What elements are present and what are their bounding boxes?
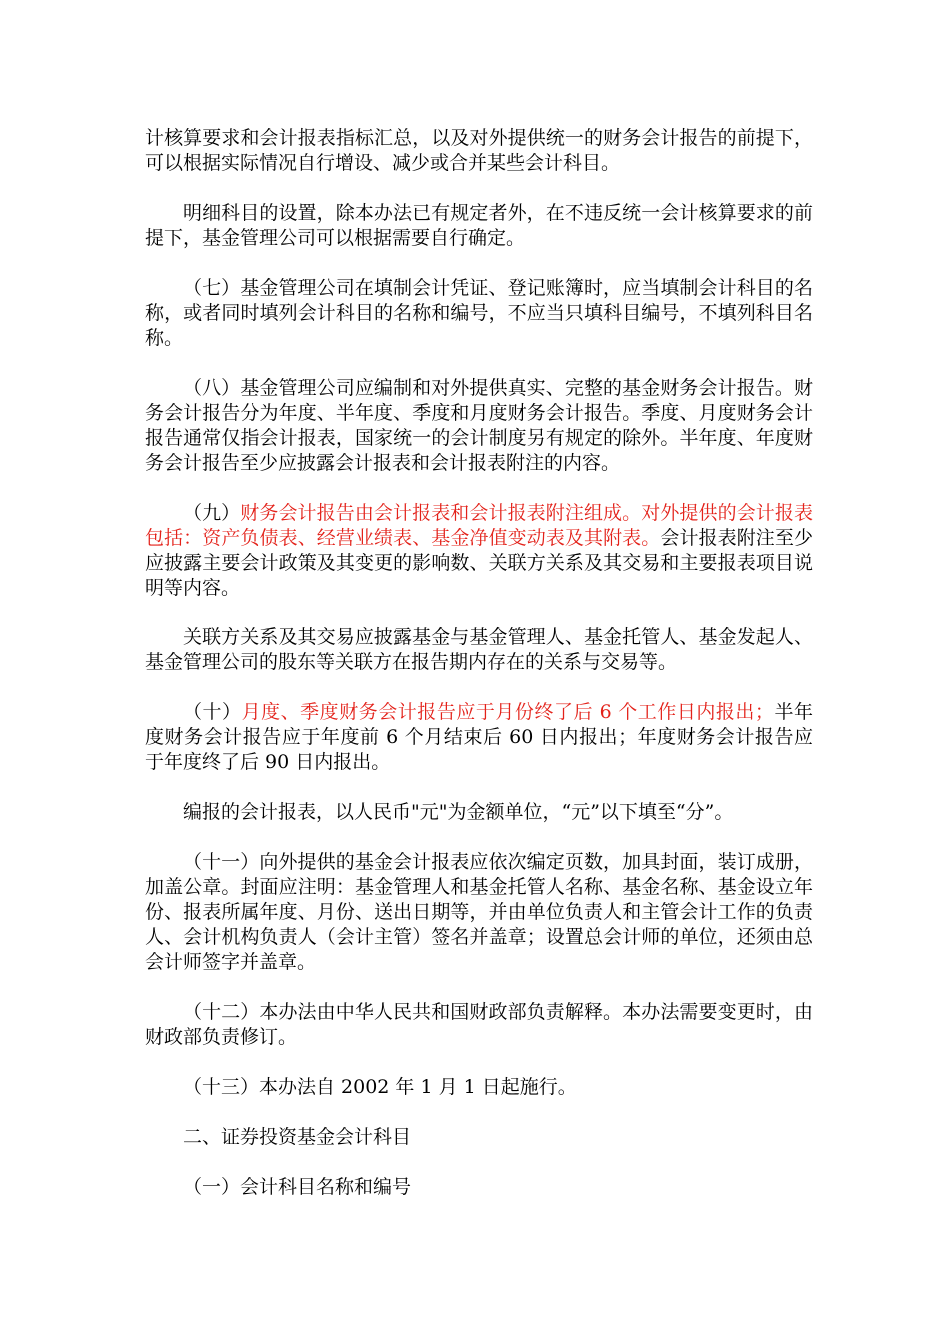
paragraph-item-12: （十二）本办法由中华人民共和国财政部负责解释。本办法需要变更时，由财政部负责修订。 — [145, 1001, 813, 1048]
paragraph-continuation: 计核算要求和会计报表指标汇总，以及对外提供统一的财务会计报告的前提下，可以根据实际情况自行增设、减少或合并某些会计科目。 — [145, 127, 813, 174]
paragraph-item-11: （十一）向外提供的基金会计报表应依次编定页数，加具封面，装订成册，加盖公章。封面应注明：基金管理人和基金托管人名称、基金名称、基金设立年份、报表所属年度、月份、送出日期等，并由单位负责人和主管会计工作的负责人、会计机构负责人（会计主管）签名并盖章；设置总会计师的单位，还须由总会计师签字并盖章。 — [145, 851, 813, 973]
paragraph-related-parties: 关联方关系及其交易应披露基金与基金管理人、基金托管人、基金发起人、基金管理公司的股东等关联方在报告期内存在的关系与交易等。 — [145, 626, 813, 673]
item-10-number: （十） — [183, 701, 242, 723]
paragraph-currency-unit: 编报的会计报表，以人民币"元"为金额单位，“元”以下填至“分”。 — [183, 801, 734, 823]
section-heading: 二、证券投资基金会计科目 — [183, 1126, 412, 1148]
item-10-rest: 半年度财务会计报告应于年度前 6 个月结束后 60 日内报出；年度财务会计报告应于年度终了后 90 日内报出。 — [145, 701, 813, 773]
item-9-number: （九） — [183, 502, 241, 524]
item-9-highlight: 财务会计报告由会计报表和会计报表附注组成。对外提供的会计报表包括：资产负债表、经营业绩表、基金净值变动表及其附表。 — [145, 502, 813, 549]
paragraph-item-9 — [145, 501, 813, 601]
paragraph-item-8: （八）基金管理公司应编制和对外提供真实、完整的基金财务会计报告。财务会计报告分为年度、半年度、季度和月度财务会计报告。季度、月度财务会计报告通常仅指会计报表，国家统一的会计制度另有规定的除外。半年度、年度财务会计报告至少应披露会计报表和会计报表附注的内容。 — [145, 377, 813, 474]
item-10-highlight: 月度、季度财务会计报告应于月份终了后 6 个工作日内报出； — [241, 701, 774, 723]
paragraph-detail-accounts: 明细科目的设置，除本办法已有规定者外，在不违反统一会计核算要求的前提下，基金管理公司可以根据需要自行确定。 — [145, 202, 813, 249]
subsection-heading: （一）会计科目名称和编号 — [183, 1176, 412, 1198]
paragraph-item-7: （七）基金管理公司在填制会计凭证、登记账簿时，应当填制会计科目的名称，或者同时填列会计科目的名称和编号，不应当只填科目编号，不填列科目名称。 — [145, 277, 813, 349]
paragraph-item-13: （十三）本办法自 2002 年 1 月 1 日起施行。 — [183, 1076, 577, 1098]
paragraph-item-10 — [145, 700, 813, 775]
item-9-rest: 会计报表附注至少应披露主要会计政策及其变更的影响数、关联方关系及其交易和主要报表项目说明等内容。 — [145, 527, 813, 599]
